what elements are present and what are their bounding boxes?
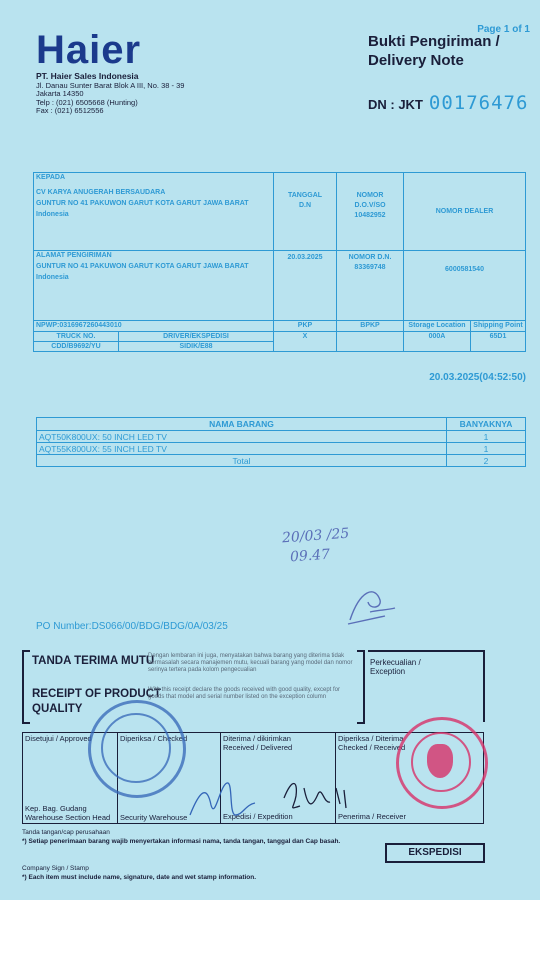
warehouse-head-cell xyxy=(23,803,118,824)
alamat-label: ALAMAT PENGIRIMAN xyxy=(36,252,112,259)
approved-cell: Disetujui / Approved xyxy=(23,733,118,803)
red-company-stamp xyxy=(396,717,488,809)
nomor-label: NOMOR xyxy=(356,192,384,199)
item-name: AQT50K800UX: 50 INCH LED TV xyxy=(37,431,447,443)
pkp-value: X xyxy=(274,332,337,352)
footer-note-indonesian: *) Setiap penerimaan barang wajib menyertakan informasi nama, tanda tangan, tanggal dan Cap basah. xyxy=(22,838,341,845)
tanda-terima-note: Dengan lembaran ini juga, menyatakan bahwa barang yang diterima tidak bermasalah secara manajemen mutu, kecuali barang yang model dan nomor serinya tertera pada kolom pengecualian xyxy=(148,653,353,673)
expedition-signature xyxy=(278,768,358,818)
kep-bag-label: Kep. Bag. Gudang xyxy=(25,803,87,813)
truck-driver-cell xyxy=(34,332,274,352)
nomor-dn-value: 83369748 xyxy=(354,264,386,271)
tanda-terima-heading: TANDA TERIMA MUTU xyxy=(32,655,155,667)
nomor-dn-label: NOMOR D.N. xyxy=(348,254,392,261)
item-name: AQT55K800UX: 55 INCH LED TV xyxy=(37,443,447,455)
receipt-heading: RECEIPT OF PRODUCT xyxy=(32,688,162,700)
delivered-label: Diterima / dikirimkan Received / Delivered xyxy=(223,734,293,752)
kepada-label: KEPADA xyxy=(36,174,66,181)
dn-date: 20.03.2025 xyxy=(287,254,323,261)
doc-title xyxy=(368,32,500,70)
receipt-bracket-right xyxy=(357,650,365,724)
dealer-value-cell xyxy=(404,251,526,321)
bpkp-value xyxy=(337,332,404,352)
tanggal-label: TANGGAL xyxy=(287,192,323,199)
driver-value: SIDIK/E88 xyxy=(119,342,274,352)
shipping-value: 65D1 xyxy=(471,332,526,352)
dn-number: 00176476 xyxy=(428,92,529,114)
nomor-dn-cell xyxy=(337,251,404,321)
handwritten-time: 09.47 xyxy=(289,546,331,566)
npwp-cell: NPWP:0316967260443010 xyxy=(34,321,274,332)
alamat-country: Indonesia xyxy=(36,274,69,281)
received-checked-label: Diperiksa / Diterima Checked / Received xyxy=(338,734,406,752)
doc-title-line1: Bukti Pengiriman / xyxy=(368,33,500,50)
company-name: PT. Haier Sales Indonesia xyxy=(36,71,139,81)
kepada-cell xyxy=(34,173,274,251)
doc-title-line2: Delivery Note xyxy=(368,52,464,69)
driver-label: DRIVER/EKSPEDISI xyxy=(119,332,274,342)
exception-box xyxy=(368,650,485,722)
tanggal-cell xyxy=(274,173,337,251)
receiver-label: Penerima / Receiver xyxy=(338,812,406,821)
kepada-country: Indonesia xyxy=(36,211,69,218)
dealer-cell xyxy=(404,173,526,251)
po-number: PO Number:DS066/00/BDG/BDG/0A/03/25 xyxy=(36,621,228,632)
company-address1: Jl. Danau Sunter Barat Blok A III, No. 38 - 39 xyxy=(36,80,185,90)
bpkp-label: BPKP xyxy=(337,321,404,332)
kepada-address: GUNTUR NO 41 PAKUWON GARUT KOTA GARUT JAWA BARAT xyxy=(36,200,249,207)
truck-label: TRUCK NO. xyxy=(34,332,119,342)
date-cell xyxy=(274,251,337,321)
receipt-note: With this receipt declare the goods received with good quality, except for goods that model and serial number listed on the exception column xyxy=(148,687,340,700)
total-value: 2 xyxy=(447,455,526,467)
nomor-cell xyxy=(337,173,404,251)
handwritten-signature-top xyxy=(340,580,400,630)
ekspedisi-box: EKSPEDISI xyxy=(385,843,485,863)
warehouse-head-label: Warehouse Section Head xyxy=(25,812,111,822)
footer-company-sign: Company Sign / Stamp xyxy=(22,865,89,872)
company-telp: Telp : (021) 6505668 (Hunting) xyxy=(36,97,138,107)
dealer-value: 6000581540 xyxy=(445,266,484,273)
page-of-label: Page 1 of 1 xyxy=(477,24,530,35)
shipping-label: Shipping Point xyxy=(471,321,526,332)
tanggal-sub: D.N xyxy=(298,202,312,209)
security-signature xyxy=(185,775,265,825)
truck-driver-table xyxy=(34,332,273,351)
info-table xyxy=(33,172,526,352)
item-row xyxy=(37,443,526,455)
company-fax: Fax : (021) 6512556 xyxy=(36,106,104,115)
company-address2: Jakarta 14350 xyxy=(36,89,84,98)
dealer-label: NOMOR DEALER xyxy=(435,208,494,215)
nomor-sub: D.O.V/SO xyxy=(354,202,386,209)
quality-heading: QUALITY xyxy=(32,703,83,715)
item-row xyxy=(37,431,526,443)
storage-value: 000A xyxy=(404,332,471,352)
haier-logo: Haier xyxy=(36,28,142,72)
kepada-name: CV KARYA ANUGERAH BERSAUDARA xyxy=(36,189,166,196)
blue-warehouse-stamp xyxy=(88,700,186,798)
handwritten-date: 20/03 /25 xyxy=(281,525,350,547)
alamat-address: GUNTUR NO 41 PAKUWON GARUT KOTA GARUT JAWA BARAT xyxy=(36,263,249,270)
truck-value: CDD/B9692/YU xyxy=(34,342,119,352)
pkp-label: PKP xyxy=(274,321,337,332)
expedition-label: Expedisi / Expedition xyxy=(223,812,293,821)
footer-note-english: *) Each item must include name, signature, date and wet stamp information. xyxy=(22,874,257,881)
nomor-value: 10482952 xyxy=(354,212,386,219)
col-banyaknya: BANYAKNYA xyxy=(447,418,526,431)
storage-label: Storage Location xyxy=(404,321,471,332)
dn-label: DN : JKT xyxy=(368,97,423,112)
receipt-bracket-left xyxy=(22,650,30,724)
footer-tanda-tangan: Tanda tangan/cap perusahaan xyxy=(22,829,110,836)
item-qty: 1 xyxy=(447,431,526,443)
alamat-cell xyxy=(34,251,274,321)
total-label: Total xyxy=(37,455,447,467)
dn-number-row xyxy=(368,92,528,114)
checked-label: Diperiksa / Checked xyxy=(120,734,188,743)
item-qty: 1 xyxy=(447,443,526,455)
company-block xyxy=(36,72,184,116)
print-timestamp: 20.03.2025(04:52:50) xyxy=(429,372,526,383)
col-nama-barang: NAMA BARANG xyxy=(37,418,447,431)
items-table xyxy=(36,417,526,467)
security-label: Security Warehouse xyxy=(120,813,188,822)
exception-label: Perkecualian / Exception xyxy=(370,658,421,676)
